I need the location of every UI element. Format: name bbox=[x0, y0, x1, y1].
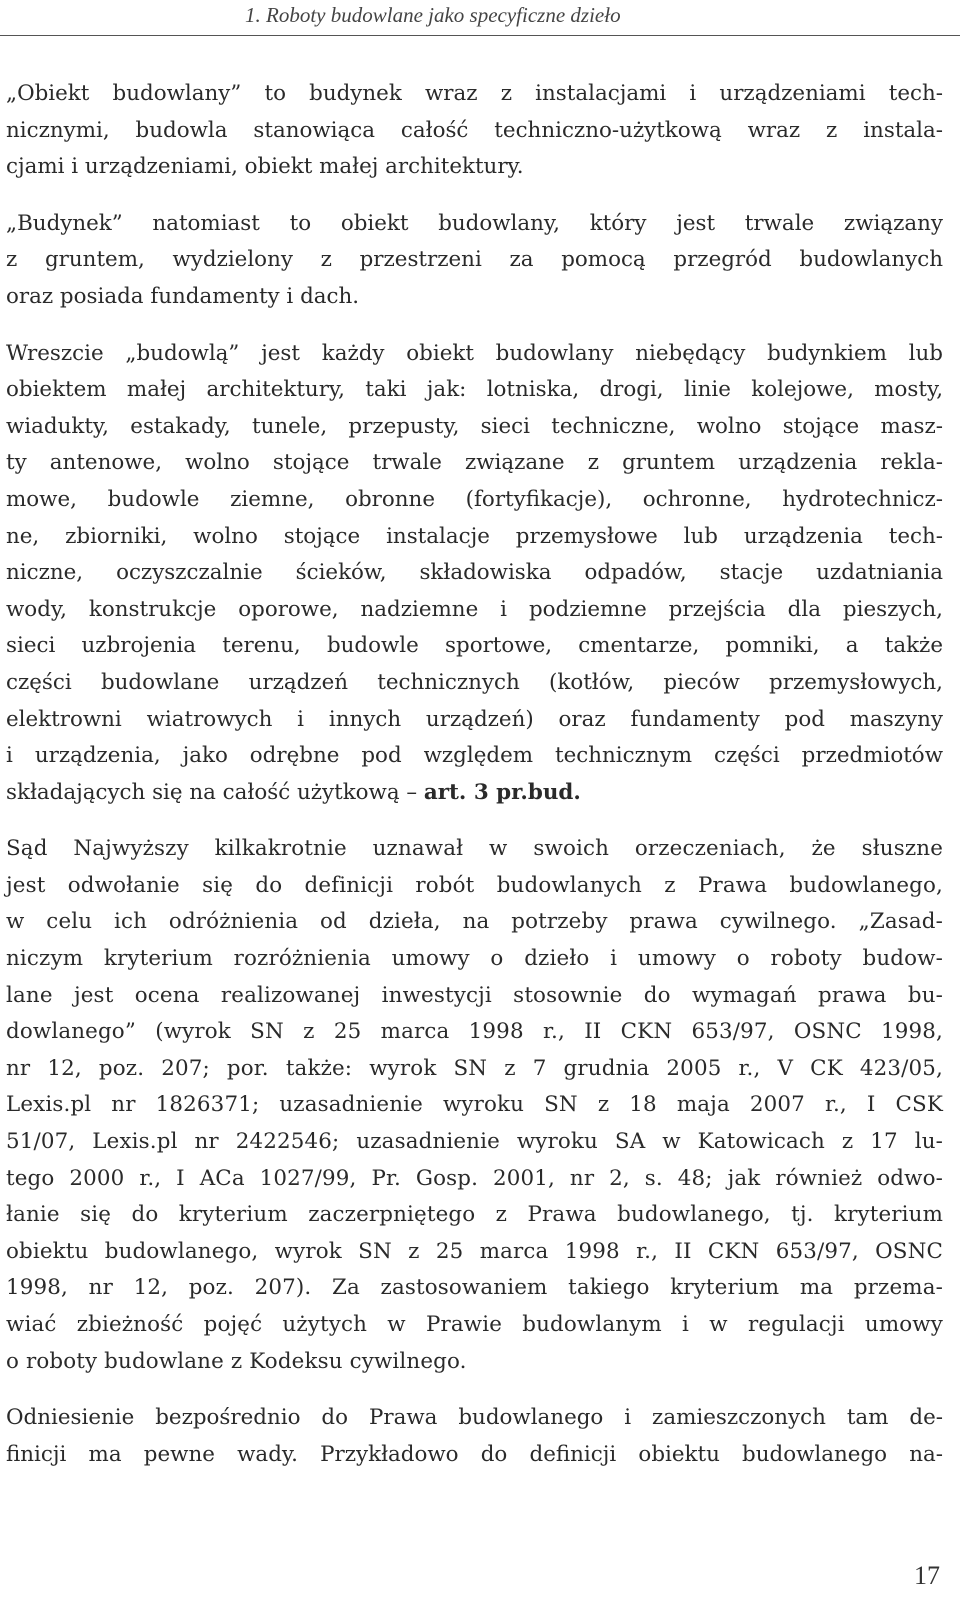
text-line: „Budynek” natomiast to obiekt budowlany, który jest trwale związany bbox=[6, 210, 943, 236]
text-line: wiać zbieżność pojęć użytych w Prawie budowlanym i w regulacji umowy bbox=[6, 1312, 943, 1337]
text-line: sieci uzbrojenia terenu, budowle sportowe, cmentarze, pomniki, a także bbox=[6, 633, 943, 659]
text-line: 1998, nr 12, poz. 207). Za zastosowaniem takiego kryterium ma przema- bbox=[6, 1275, 943, 1301]
text-line: dowlanego” (wyrok SN z 25 marca 1998 r., II CKN 653/97, OSNC 1998, bbox=[6, 1019, 943, 1045]
text-line: Wreszcie „budowlą” jest każdy obiekt budowlany niebędący budynkiem lub bbox=[6, 340, 943, 366]
text-line: finicji ma pewne wady. Przykładowo do definicji obiektu budowlanego na- bbox=[6, 1441, 943, 1467]
text-line: nr 12, poz. 207; por. także: wyrok SN z 7 grudnia 2005 r., V CK 423/05, bbox=[6, 1055, 943, 1081]
text-line: ty antenowe, wolno stojące trwale związane z gruntem urządzenia rekla- bbox=[6, 450, 943, 476]
text-line: ne, zbiorniki, wolno stojące instalacje przemysłowe lub urządzenia tech- bbox=[6, 523, 943, 549]
text-line: Odniesienie bezpośrednio do Prawa budowlanego i zamieszczonych tam de- bbox=[6, 1405, 943, 1431]
text-line: tego 2000 r., I ACa 1027/99, Pr. Gosp. 2001, nr 2, s. 48; jak również odwo- bbox=[6, 1165, 943, 1191]
text-line: z gruntem, wydzielony z przestrzeni za pomocą przegród budowlanych bbox=[6, 247, 943, 273]
text-line: 51/07, Lexis.pl nr 2422546; uzasadnienie wyroku SA w Katowicach z 17 lu- bbox=[6, 1129, 943, 1155]
paragraph-structure bbox=[6, 336, 943, 812]
paragraph-supreme-court bbox=[6, 831, 943, 1380]
text-line: jest odwołanie się do definicji robót budowlanych z Prawa budowlanego, bbox=[6, 872, 943, 898]
running-header bbox=[0, 0, 960, 36]
text-line: Lexis.pl nr 1826371; uzasadnienie wyroku SN z 18 maja 2007 r., I CSK bbox=[6, 1092, 943, 1118]
text-line: lane jest ocena realizowanej inwestycji stosownie do wymagań prawa bu- bbox=[6, 982, 943, 1008]
text-line: łanie się do kryterium zaczerpniętego z Prawa budowlanego, tj. kryterium bbox=[6, 1202, 943, 1228]
text-line: o roboty budowlane z Kodeksu cywilnego. bbox=[6, 1348, 467, 1374]
text-line: niczym kryterium rozróżnienia umowy o dzieło i umowy o roboty budow- bbox=[6, 946, 943, 972]
text-line: obiektu budowlanego, wyrok SN z 25 marca 1998 r., II CKN 653/97, OSNC bbox=[6, 1238, 943, 1264]
text-line: niczne, oczyszczalnie ścieków, składowiska odpadów, stacje uzdatniania bbox=[6, 560, 943, 586]
text-line: obiektem małej architektury, taki jak: lotniska, drogi, linie kolejowe, mosty, bbox=[6, 377, 943, 403]
text-line: części budowlane urządzeń technicznych (kotłów, pieców przemysłowych, bbox=[6, 669, 943, 695]
text-line bbox=[6, 775, 943, 812]
text-line: mowe, budowle ziemne, obronne (fortyfikacje), ochronne, hydrotechnicz- bbox=[6, 486, 943, 512]
paragraph-reference bbox=[6, 1400, 943, 1473]
text-line: „Obiekt budowlany” to budynek wraz z instalacjami i urządzeniami tech- bbox=[6, 81, 943, 106]
page-number: 17 bbox=[914, 1561, 940, 1590]
text-line: cjami i urządzeniami, obiekt małej architektury. bbox=[6, 154, 524, 180]
text-line: Sąd Najwyższy kilkakrotnie uznawał w swoich orzeczeniach, że słuszne bbox=[6, 836, 943, 862]
running-title: 1. Roboty budowlane jako specyficzne dzieło bbox=[245, 3, 621, 27]
text-line: oraz posiada fundamenty i dach. bbox=[6, 283, 360, 309]
body-text bbox=[6, 76, 943, 1493]
text-line: elektrowni wiatrowych i innych urządzeń) oraz fundamenty pod maszyny bbox=[6, 706, 943, 732]
legal-citation: art. 3 pr.bud. bbox=[423, 779, 581, 805]
paragraph-building bbox=[6, 206, 943, 316]
text-line-content: składających się na całość użytkową – bbox=[6, 779, 424, 805]
text-line: nicznymi, budowla stanowiąca całość techniczno-użytkową wraz z instala- bbox=[6, 117, 943, 143]
text-line: i urządzenia, jako odrębne pod względem technicznym części przedmiotów bbox=[6, 743, 943, 769]
text-line: wody, konstrukcje oporowe, nadziemne i podziemne przejścia dla pieszych, bbox=[6, 596, 943, 622]
text-line: wiadukty, estakady, tunele, przepusty, sieci techniczne, wolno stojące masz- bbox=[6, 413, 943, 439]
text-line: w celu ich odróżnienia od dzieła, na potrzeby prawa cywilnego. „Zasad- bbox=[6, 909, 943, 935]
paragraph-building-object bbox=[6, 76, 943, 186]
